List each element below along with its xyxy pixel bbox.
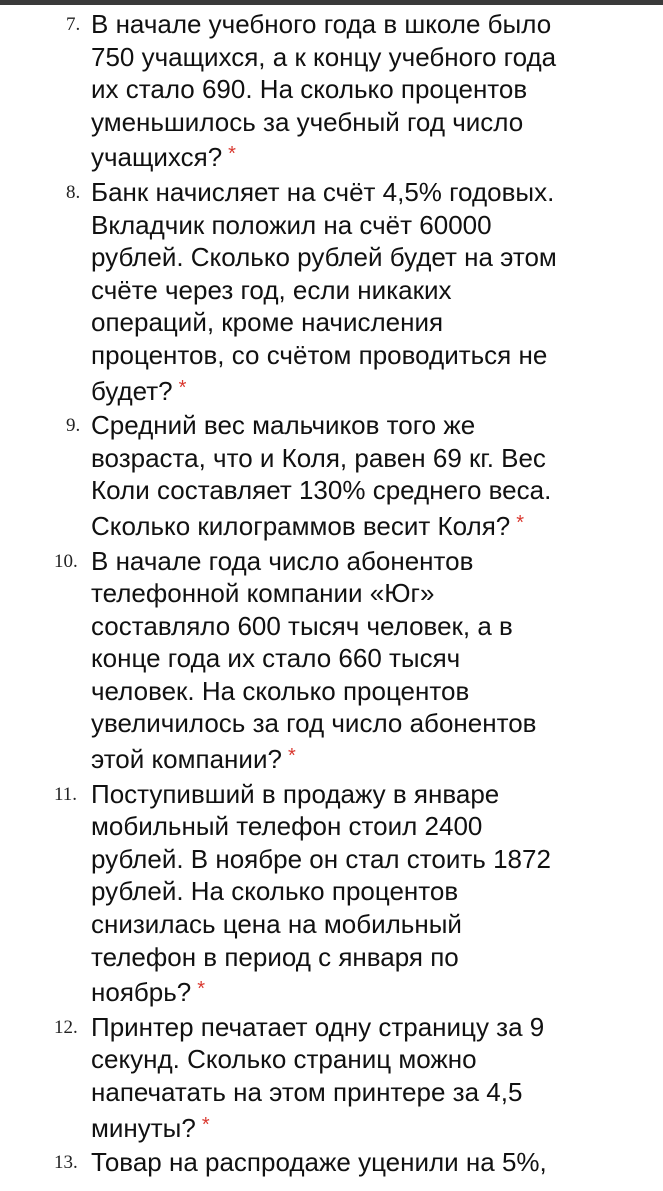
- question-number: 10.: [54, 550, 78, 572]
- question-line: В начале года число абонентов: [91, 545, 474, 576]
- required-asterisk: *: [287, 745, 296, 768]
- question-line: их стало 690. На сколько процентов: [91, 74, 528, 105]
- question-text: [91, 409, 623, 542]
- question-number: 7.: [66, 14, 81, 35]
- question-line: конце года их стало 660 тысяч: [91, 643, 461, 674]
- question-item-11: [0, 778, 663, 1009]
- question-last-line: [91, 138, 623, 174]
- question-line: Сколько килограммов весит Коля?: [91, 510, 511, 541]
- question-line: составляло 600 тысяч человек, а в: [91, 610, 513, 641]
- question-text: [91, 8, 623, 174]
- question-line: ноябрь?: [91, 977, 192, 1008]
- question-text: [91, 1011, 623, 1144]
- question-text: [91, 545, 623, 776]
- question-line: человек. На сколько процентов: [91, 675, 470, 706]
- question-line: телефон в период с января по: [91, 941, 459, 972]
- question-last-line: [91, 973, 623, 1009]
- question-line: Коли составляет 130% среднего веса.: [91, 475, 552, 506]
- question-number: 13.: [54, 1152, 78, 1174]
- question-last-line: [91, 740, 623, 776]
- question-number: 9.: [66, 415, 81, 437]
- question-line: учащихся?: [91, 142, 223, 173]
- question-last-line: [91, 507, 623, 543]
- question-line: мобильный телефон стоил 2400: [91, 811, 483, 842]
- question-text: [91, 1146, 623, 1189]
- question-line: телефонной компании «Юг»: [91, 578, 435, 609]
- question-line: снизилась цена на мобильный: [91, 909, 462, 940]
- required-asterisk: *: [201, 1113, 210, 1136]
- question-line: Поступивший в продажу в январе: [91, 778, 500, 809]
- question-line: напечатать на этом принтере за 4,5: [91, 1077, 523, 1107]
- required-asterisk: *: [197, 978, 206, 1001]
- question-line: 750 учащихся, а к концу учебного года: [91, 41, 557, 72]
- question-last-line: [91, 372, 623, 408]
- question-line: этой компании?: [91, 744, 282, 775]
- question-line: Товар на распродаже уценили на 5%,: [91, 1147, 547, 1178]
- top-edge-bar: [0, 0, 663, 5]
- required-asterisk: *: [516, 511, 525, 534]
- question-line: будет?: [91, 375, 173, 406]
- question-line: Банк начисляет на счёт 4,5% годовых.: [91, 176, 555, 207]
- required-asterisk: *: [228, 143, 236, 166]
- question-number: 8.: [66, 181, 81, 203]
- question-line: возраста, что и Коля, равен 69 кг. Вес: [91, 442, 546, 473]
- cut-off-line: [91, 1179, 623, 1189]
- question-item-12: [0, 1011, 663, 1144]
- question-line: В начале учебного года в школе было: [91, 9, 552, 39]
- question-line: уменьшилось за учебный год число: [91, 106, 524, 137]
- question-number: 12.: [54, 1016, 78, 1038]
- question-line: операций, кроме начисления: [91, 307, 444, 338]
- question-line: Вкладчик положил на счёт 60000: [91, 209, 492, 240]
- question-item-9: [0, 409, 663, 542]
- required-asterisk: *: [178, 376, 187, 399]
- question-text: [91, 176, 623, 407]
- question-item-10: [0, 545, 663, 776]
- question-item-13: [0, 1146, 663, 1189]
- question-item-7: [0, 8, 663, 174]
- question-line: минуты?: [91, 1112, 196, 1143]
- question-last-line: [91, 1109, 623, 1145]
- question-line: рублей. В ноябре он стал стоить 1872: [91, 843, 551, 874]
- question-line: процентов, со счётом проводиться не: [91, 339, 548, 370]
- question-line: рублей. Сколько рублей будет на этом: [91, 242, 557, 273]
- question-line: счёте через год, если никаких: [91, 274, 452, 305]
- question-list: [0, 8, 663, 1191]
- question-line: увеличилось за год число абонентов: [91, 708, 537, 739]
- question-number: 11.: [54, 783, 78, 805]
- question-item-8: [0, 176, 663, 407]
- question-line: секунд. Сколько страниц можно: [91, 1044, 477, 1075]
- question-line: Средний вес мальчиков того же: [91, 410, 476, 441]
- question-line: Принтер печатает одну страницу за 9: [91, 1011, 545, 1042]
- question-line: рублей. На сколько процентов: [91, 876, 459, 907]
- question-text: [91, 778, 623, 1009]
